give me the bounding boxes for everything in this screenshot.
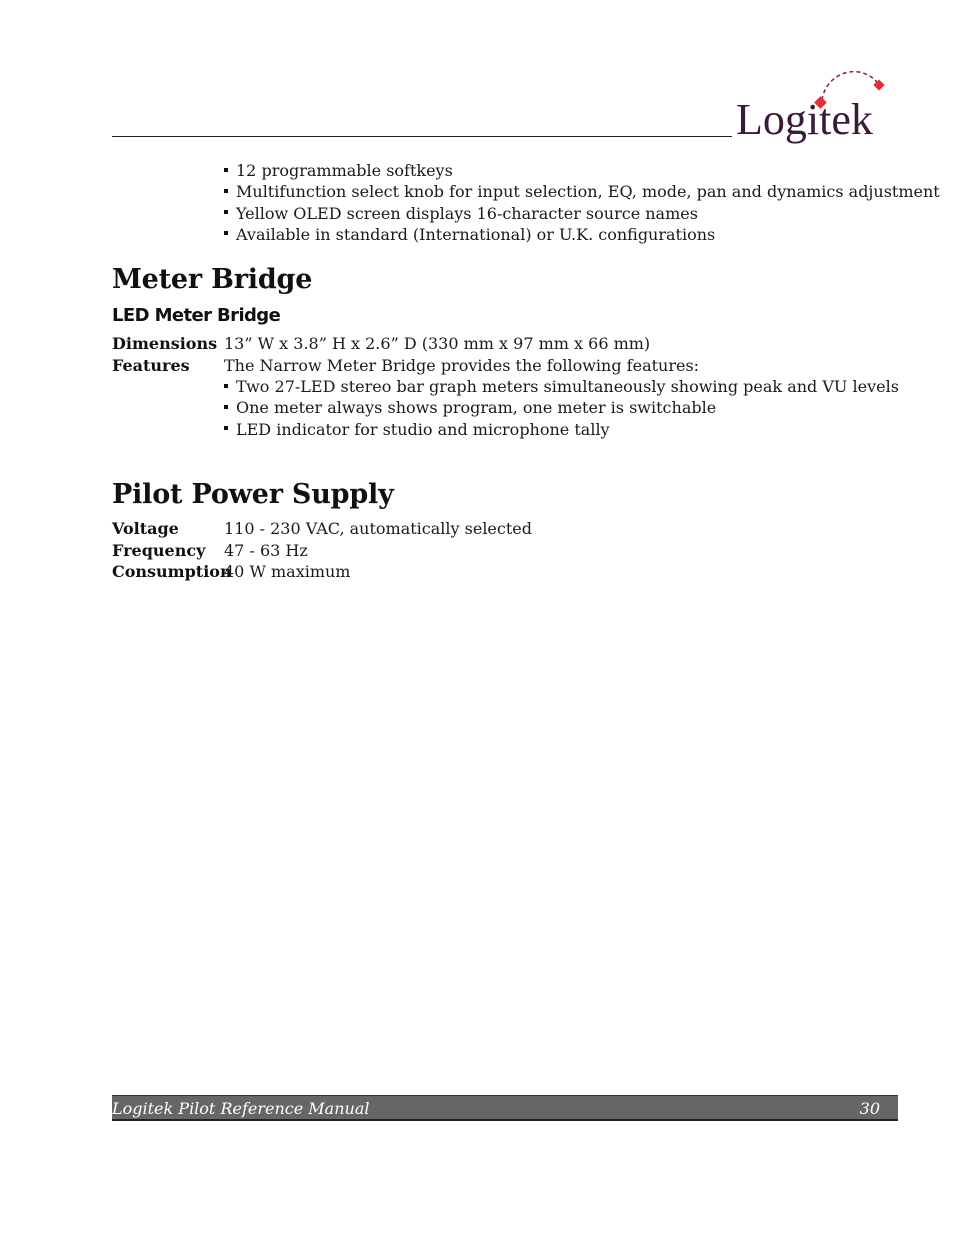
list-item: Yellow OLED screen displays 16-character source names xyxy=(224,203,940,224)
spec-row-dimensions xyxy=(112,333,699,355)
bullet-icon xyxy=(224,426,228,430)
bullet-icon xyxy=(224,405,228,409)
header-rule xyxy=(112,136,732,137)
logo-text: Logitek xyxy=(736,95,873,144)
spec-label: Voltage xyxy=(112,519,179,538)
spec-value: 40 W maximum xyxy=(224,562,351,581)
bullet-icon xyxy=(224,210,228,214)
list-item: LED indicator for studio and microphone tally xyxy=(224,419,899,440)
spec-label: Features xyxy=(112,355,190,375)
led-meter-bridge-subheading: LED Meter Bridge xyxy=(112,305,281,326)
page-footer xyxy=(112,1095,898,1121)
list-item: Multifunction select knob for input selection, EQ, mode, pan and dynamics adjustment xyxy=(224,181,940,202)
spec-row-consumption xyxy=(112,561,532,583)
page-number: 30 xyxy=(859,1099,880,1118)
intro-bullet-list xyxy=(224,160,940,245)
list-item: Available in standard (International) or U.K. configurations xyxy=(224,224,940,245)
power-supply-heading: Pilot Power Supply xyxy=(112,479,394,510)
footer-title: Logitek Pilot Reference Manual xyxy=(112,1099,370,1118)
spec-label: Dimensions xyxy=(112,334,218,353)
list-item: One meter always shows program, one meter is switchable xyxy=(224,397,899,418)
spec-label: Frequency xyxy=(112,540,206,560)
spec-row-voltage xyxy=(112,518,532,540)
list-item: Two 27-LED stereo bar graph meters simultaneously showing peak and VU levels xyxy=(224,376,899,397)
spec-label: Consumption xyxy=(112,562,232,581)
list-item: 12 programmable softkeys xyxy=(224,160,940,181)
spec-value: 110 - 230 VAC, automatically selected xyxy=(224,519,532,538)
bullet-icon xyxy=(224,384,228,388)
spec-row-features xyxy=(112,355,699,377)
meter-bridge-heading: Meter Bridge xyxy=(112,264,313,295)
meter-bridge-specs xyxy=(112,333,699,376)
bullet-icon xyxy=(224,231,228,235)
spec-value: 47 - 63 Hz xyxy=(224,540,308,560)
bullet-icon xyxy=(224,189,228,193)
bullet-icon xyxy=(224,168,228,172)
logitek-logo xyxy=(734,64,900,146)
spec-value: 13” W x 3.8” H x 2.6” D (330 mm x 97 mm x 66 mm) xyxy=(224,334,651,353)
feature-bullet-list xyxy=(224,376,899,440)
power-supply-specs xyxy=(112,518,532,583)
spec-value: The Narrow Meter Bridge provides the following features: xyxy=(224,355,700,375)
logo-graphic xyxy=(734,64,900,146)
spec-row-frequency xyxy=(112,540,532,562)
